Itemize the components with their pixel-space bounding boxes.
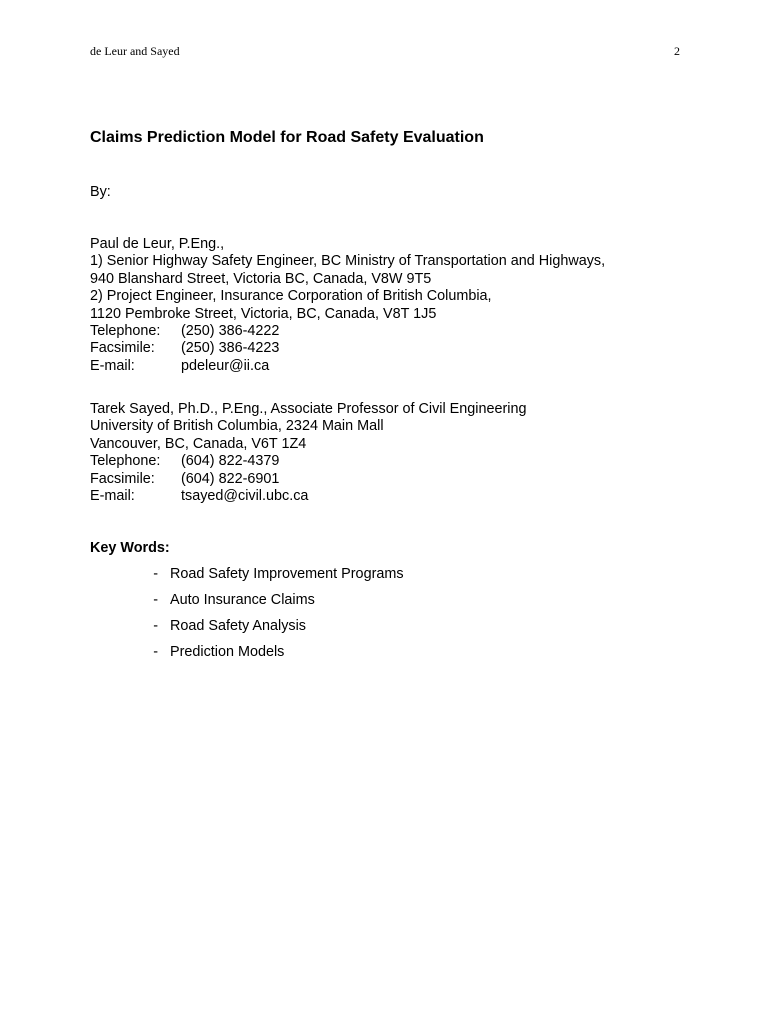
keyword-text: Auto Insurance Claims [170, 592, 315, 608]
bullet-dash: - [153, 618, 158, 634]
keywords-list [90, 566, 404, 670]
bullet-dash: - [153, 592, 158, 608]
telephone-row [90, 323, 605, 340]
address-line: Vancouver, BC, Canada, V6T 1Z4 [90, 435, 307, 452]
email-value: pdeleur@ii.ca [181, 357, 270, 374]
author-name-line: Paul de Leur, P.Eng., [90, 236, 225, 252]
page-number: 2 [674, 44, 680, 58]
affiliation-line: 2) Project Engineer, Insurance Corporation of British Columbia, [90, 288, 492, 305]
keyword-item [90, 618, 404, 644]
email-row [90, 358, 605, 375]
email-value: tsayed@civil.ubc.ca [181, 488, 309, 505]
keyword-item [90, 566, 404, 592]
keyword-text: Road Safety Analysis [170, 618, 306, 634]
address-line: 940 Blanshard Street, Victoria BC, Canada, V8W 9T5 [90, 270, 432, 287]
paper-title: Claims Prediction Model for Road Safety Evaluation [90, 129, 484, 146]
keyword-item [90, 592, 404, 618]
keywords-heading: Key Words: [90, 540, 170, 556]
telephone-row [90, 453, 526, 470]
author-block-de-leur [90, 236, 605, 375]
keyword-item [90, 644, 404, 670]
bullet-dash: - [153, 566, 158, 582]
facsimile-row [90, 471, 526, 488]
affiliation-line: University of British Columbia, 2324 Main Mall [90, 418, 384, 435]
email-label: E-mail: [90, 357, 135, 374]
telephone-value: (604) 822-4379 [181, 453, 280, 470]
telephone-label: Telephone: [90, 453, 161, 470]
keyword-text: Prediction Models [170, 644, 285, 660]
telephone-value: (250) 386-4222 [181, 323, 280, 340]
keyword-text: Road Safety Improvement Programs [170, 566, 404, 582]
email-label: E-mail: [90, 488, 135, 505]
affiliation-line: 1) Senior Highway Safety Engineer, BC Ministry of Transportation and Highways, [90, 253, 606, 270]
facsimile-value: (604) 822-6901 [181, 470, 280, 487]
email-row [90, 488, 526, 505]
telephone-label: Telephone: [90, 323, 161, 340]
author-block-sayed [90, 401, 526, 505]
by-label: By: [90, 184, 111, 200]
running-header-authors: de Leur and Sayed [90, 44, 180, 58]
facsimile-value: (250) 386-4223 [181, 340, 280, 357]
facsimile-row [90, 340, 605, 357]
author-name-line: Tarek Sayed, Ph.D., P.Eng., Associate Professor of Civil Engineering [90, 401, 527, 417]
bullet-dash: - [153, 644, 158, 660]
facsimile-label: Facsimile: [90, 340, 155, 357]
facsimile-label: Facsimile: [90, 470, 155, 487]
running-header [90, 44, 680, 60]
address-line: 1120 Pembroke Street, Victoria, BC, Canada, V8T 1J5 [90, 305, 437, 322]
